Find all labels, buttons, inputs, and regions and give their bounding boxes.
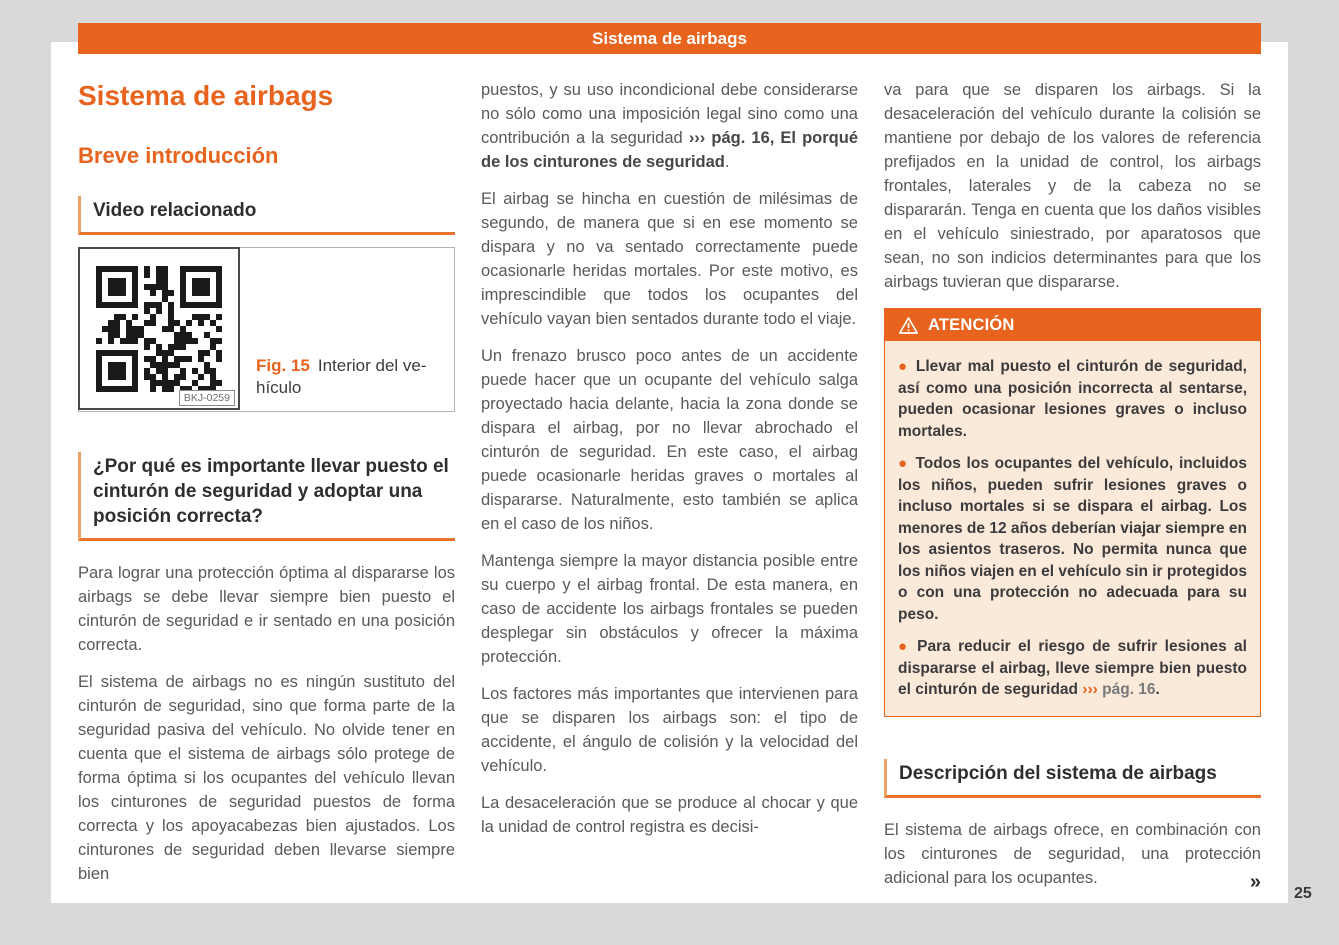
paragraph-text: . [724,153,730,171]
warning-item [898,636,1247,701]
paragraph-text: El sistema de airbags ofrece, en combinación con los cinturones de seguridad, una protección adicional para los ocupantes. [884,820,1261,887]
figure-code-label: BKJ-0259 [179,390,235,406]
qr-code-cell [78,247,240,410]
warning-text: . [1155,681,1160,698]
column-right [884,75,1261,893]
running-header [78,23,1261,54]
paragraph: Un frenazo brusco poco antes de un accidente puede hacer que un ocupante del vehículo salga proyectado hacia delante, hacia la zona donde se dispara el airbag, por no llevar abrochado el cinturón de seguridad. En este caso, el airbag puede ocasionarle heridas graves o mortales al dispararse. Naturalmente, esto también se aplica en el caso de los niños. [481,347,858,533]
paragraph: Para lograr una protección óptima al dispararse los airbags se debe llevar siempre bien puesto el cinturón de seguridad e ir sentado en una posición correcta. [78,564,455,655]
paragraph: La desaceleración que se produce al chocar y que la unidad de control registra es decisi- [481,794,858,836]
paragraph: Los factores más importantes que intervienen para que se disparen los airbags son: el tipo de accidente, el ángulo de colisión y la velocidad del vehículo. [481,685,858,775]
paragraph: va para que se disparen los airbags. Si la desaceleración del vehículo durante la colisión se mantiene por debajo de los valores de referencia prefijados en la unidad de control, los airbags frontales, laterales y de la cabeza no se dispararán. Tenga en cuenta que los daños visibles en el vehículo siniestrado, por aparatosos que sean, no son indicios determinantes para que los airbags tuvieran que dispararse. [884,81,1261,291]
cross-reference-arrows: ››› [1082,681,1098,698]
heading-why-seatbelt: ¿Por qué es importante llevar puesto el cinturón de seguridad y adoptar una posición correcta? [78,452,455,541]
figure-15 [78,247,455,412]
section-title-breve-introduccion: Breve introducción [78,142,279,168]
page-number: 25 [1294,885,1312,902]
figure-caption [240,248,454,411]
warning-text: Para reducir el riesgo de sufrir lesiones al dispararse el airbag, lleve siempre bien puesto el cinturón de seguridad [898,638,1247,698]
warning-text: Todos los ocupantes del vehículo, incluidos los niños, pueden sufrir lesiones graves o incluso mortales si se dispara el airbag. Los menores de 12 años deberían viajar siempre en los asientos traseros. No permita nunca que los niños viajen en el vehículo sin ir protegidos o con una protección no adecuada para su peso. [898,455,1247,623]
paragraph: Mantenga siempre la mayor distancia posible entre su cuerpo y el airbag frontal. De esta manera, en caso de accidente los airbags frontales se pueden desplegar sin obstáculos y ofrecer la máxima protección. [481,552,858,666]
bullet-icon: ● [898,358,909,375]
bullet-icon: ● [898,638,911,655]
qr-code [96,266,222,392]
warning-item [898,356,1247,442]
page-title: Sistema de airbags [78,80,334,111]
continuation-mark: » [1249,870,1261,893]
warning-item [898,453,1247,625]
figure-number: Fig. 15 [256,355,310,375]
heading-descripcion-sistema-airbags: Descripción del sistema de airbags [884,759,1261,798]
heading-video-relacionado: Video relacionado [78,196,455,235]
paragraph-text: puestos, y su uso incondicional debe considerarse no sólo como una imposición legal sino como una contribución a la seguridad [481,81,858,147]
running-header-title: Sistema de airbags [592,29,747,48]
warning-body [885,341,1260,716]
column-middle [481,75,858,890]
cross-reference: ››› pág. 16, El porqué de los cinturones de seguridad [481,129,858,171]
warning-text: Llevar mal puesto el cinturón de seguridad, así como una posición incorrecta al sentarse, pueden ocasionar lesiones graves o incluso mortales. [898,358,1247,440]
paragraph: El airbag se hincha en cuestión de milésimas de segundo, de manera que si en ese momento se dispara y no va sentado correctamente puede ocasionarle heridas mortales. Por este motivo, es imprescindible que todos los ocupantes del vehículo vayan bien sentados durante todo el viaje. [481,190,858,328]
paragraph [884,818,1261,893]
figure-caption-text: Interior del vehículo [256,355,427,397]
warning-title: ATENCIÓN [928,315,1015,334]
attention-warning-box [884,308,1261,717]
paragraph [481,78,858,174]
bullet-icon: ● [898,455,909,472]
paragraph: El sistema de airbags no es ningún sustituto del cinturón de seguridad, sino que forma parte de la seguridad pasiva del vehículo. No olvide tener en cuenta que el sistema de airbags sólo protege de forma óptima si los ocupantes del vehículo llevan los cinturones de seguridad puestos de forma correcta y los apoyacabezas bien ajustados. Los cinturones de seguridad deben llevarse siempre bien [78,673,455,884]
column-left [78,75,455,890]
cross-reference-page: pág. 16 [1097,681,1156,698]
page-content [78,75,1261,893]
warning-triangle-icon [898,316,919,335]
warning-header [885,309,1260,341]
